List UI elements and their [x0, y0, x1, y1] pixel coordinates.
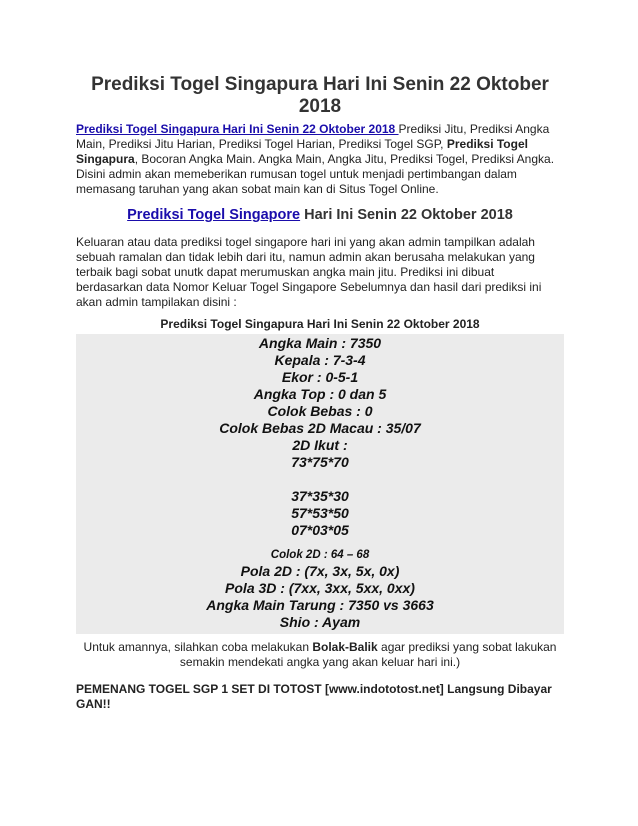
prediction-colok-bebas: Colok Bebas : 0	[267, 403, 373, 419]
prediction-ekor: Ekor : 0-5-1	[281, 369, 359, 385]
intro-paragraph	[76, 122, 564, 197]
closing-text-2: agar prediksi yang sobat lakukan semakin mendekati angka yang akan keluar hari ini.)	[179, 640, 557, 669]
intro-text-2: , Bocoran Angka Main. Angka Main, Angka Jitu, Prediksi Togel, Prediksi Angka. Disini admin akan memeberikan rumusan togel untuk menjadi pertimbangan dalam memasang taruhan yang akan sobat main kan di Situs Togel Online.	[76, 152, 555, 196]
prediction-kepala: Kepala : 7-3-4	[274, 352, 366, 368]
prediction-ikut-3: 57*53*50	[291, 505, 349, 521]
prediction-shio: Shio : Ayam	[279, 614, 361, 630]
prediction-angka-main-tarung: Angka Main Tarung : 7350 vs 3663	[206, 597, 434, 613]
prediction-ikut-label: 2D Ikut :	[292, 437, 348, 453]
prediction-angka-top: Angka Top : 0 dan 5	[253, 386, 387, 402]
section-heading	[76, 207, 564, 223]
prediction-ikut-2: 37*35*30	[291, 488, 349, 504]
prediction-spacer	[76, 471, 564, 488]
intro-text-1: Prediksi Jitu, Prediksi Angka Main, Prediksi Jitu Harian, Prediksi Togel Harian, Prediksi Togel SGP,	[76, 122, 550, 151]
prediction-colok-bebas-2d: Colok Bebas 2D Macau : 35/07	[219, 420, 421, 436]
prediction-angka-main: Angka Main : 7350	[258, 335, 382, 351]
intro-bold-text: Prediksi Togel Singapura	[76, 137, 528, 166]
winner-announcement: PEMENANG TOGEL SGP 1 SET DI TOTOST [www.indototost.net] Langsung Dibayar GAN!!	[76, 682, 552, 711]
document-content	[76, 74, 564, 712]
body-paragraph: Keluaran atau data prediksi togel singapore hari ini yang akan admin tampilkan adalah sebuah ramalan dan tidak lebih dari itu, namun admin akan berusaha melakukan yang terbaik bagi sobat unutk dapat merumuskan angka main jitu. Prediksi ini dibuat berdasarkan data Nomor Keluar Togel Singapore Sebelumnya dan hasil dari prediksi ini akan admin tampilakan disini :	[76, 235, 542, 309]
closing-text-1: Untuk amannya, silahkan coba melakukan	[83, 640, 313, 654]
section-heading-link[interactable]: Prediksi Togel Singapore	[127, 207, 301, 223]
intro-title-link[interactable]: Prediksi Togel Singapura Hari Ini Senin 22 Oktober 2018	[76, 122, 399, 136]
page-title: Prediksi Togel Singapura Hari Ini Senin 22 Oktober 2018	[91, 74, 549, 117]
prediction-spacer	[76, 539, 564, 547]
prediction-colok-2d: Colok 2D : 64 – 68	[270, 549, 370, 561]
prediction-caption: Prediksi Togel Singapura Hari Ini Senin 22 Oktober 2018	[160, 317, 480, 331]
section-heading-text: Hari Ini Senin 22 Oktober 2018	[300, 207, 513, 223]
prediction-pola-3d: Pola 3D : (7xx, 3xx, 5xx, 0xx)	[225, 580, 415, 596]
closing-paragraph	[76, 640, 564, 670]
prediction-pola-2d: Pola 2D : (7x, 3x, 5x, 0x)	[240, 563, 400, 579]
prediction-ikut-4: 07*03*05	[291, 522, 349, 538]
prediction-ikut-1: 73*75*70	[291, 454, 349, 470]
closing-bold-text: Bolak-Balik	[312, 640, 378, 654]
prediction-box	[76, 334, 564, 634]
